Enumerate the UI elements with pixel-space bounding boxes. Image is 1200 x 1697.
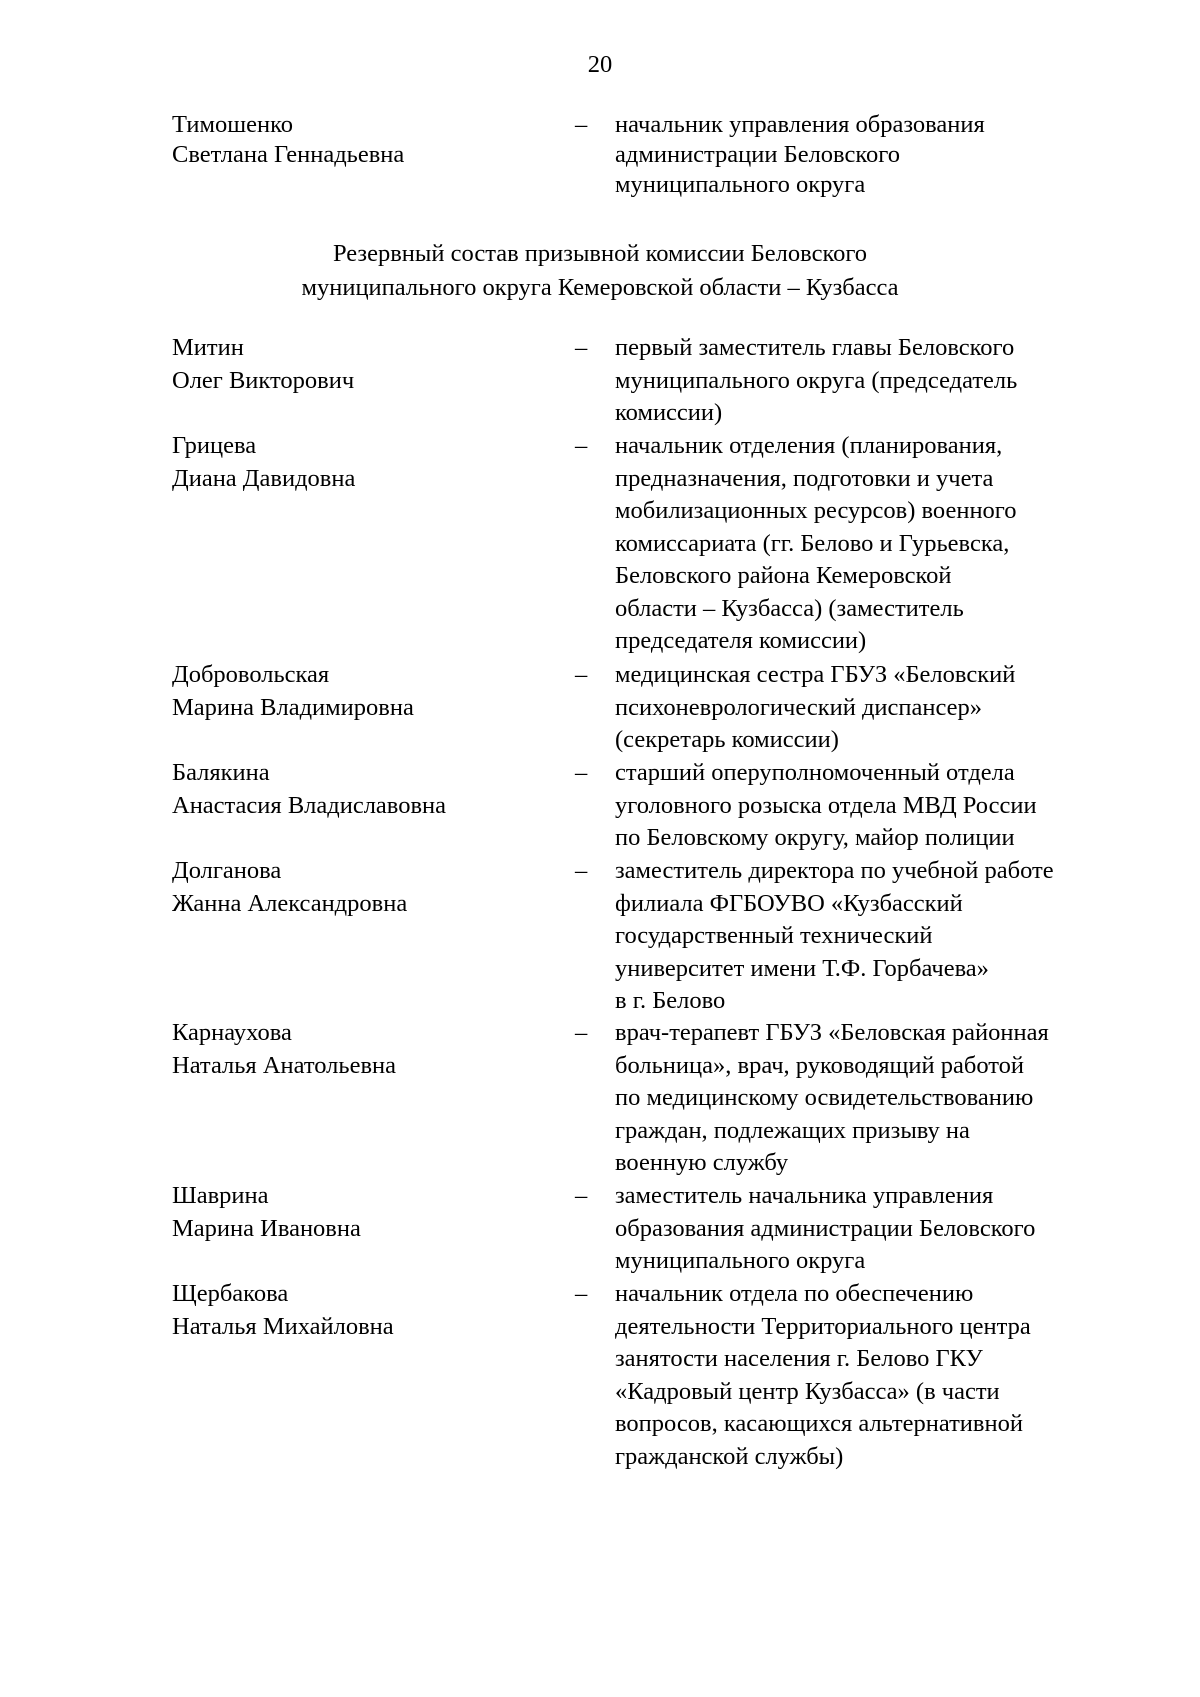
- position-line: врач-терапевт ГБУЗ «Беловская районная: [615, 1019, 1049, 1046]
- position-line: военную службу: [615, 1149, 789, 1176]
- position-line: начальник управления образования: [615, 111, 985, 138]
- position-line: начальник отделения (планирования,: [615, 432, 1003, 459]
- member-surname: Балякина: [172, 759, 270, 786]
- position-line: (секретарь комиссии): [615, 726, 839, 753]
- section-heading-line-2: муниципального округа Кемеровской области – Кузбасса: [301, 274, 899, 301]
- position-line: старший оперуполномоченный отдела: [615, 759, 1015, 786]
- dash-separator: –: [575, 334, 588, 361]
- dash-separator: –: [575, 661, 588, 688]
- position-line: образования администрации Беловского: [615, 1214, 1036, 1242]
- dash-separator: –: [575, 111, 588, 138]
- position-line: Беловского района Кемеровской: [615, 562, 952, 589]
- position-line: по медицинскому освидетельствованию: [615, 1084, 1034, 1111]
- member-given-names: Наталья Анатольевна: [172, 1051, 397, 1079]
- member-surname: Добровольская: [172, 661, 330, 688]
- position-line: председателя комиссии): [615, 627, 867, 654]
- dash-separator: –: [575, 857, 588, 884]
- member-given-names: Анастасия Владиславовна: [172, 791, 447, 819]
- page-number: 20: [587, 51, 613, 78]
- position-line: психоневрологический диспансер»: [615, 693, 983, 721]
- member-surname: Долганова: [172, 857, 282, 884]
- member-surname: Шаврина: [172, 1182, 269, 1209]
- member-surname: Митин: [172, 334, 244, 361]
- position-line: государственный технический: [615, 922, 933, 949]
- position-line: по Беловскому округу, майор полиции: [615, 824, 1015, 851]
- position-line: мобилизационных ресурсов) военного: [615, 497, 1017, 524]
- dash-separator: –: [575, 432, 588, 459]
- position-line: вопросов, касающихся альтернативной: [615, 1410, 1023, 1437]
- position-line: граждан, подлежащих призыву на: [615, 1116, 970, 1144]
- member-surname: Щербакова: [172, 1280, 289, 1307]
- position-line: в г. Белово: [615, 987, 726, 1014]
- member-given-names: Марина Владимировна: [172, 693, 414, 721]
- position-line: области – Кузбасса) (заместитель: [615, 594, 964, 622]
- member-given-names: Наталья Михайловна: [172, 1312, 394, 1340]
- member-surname: Тимошенко: [172, 111, 293, 138]
- dash-separator: –: [575, 1019, 588, 1046]
- position-line: заместитель начальника управления: [615, 1182, 994, 1209]
- position-line: филиала ФГБОУВО «Кузбасский: [615, 889, 963, 917]
- position-line: муниципального округа: [615, 1247, 866, 1274]
- position-line: больница», врач, руководящий работой: [615, 1051, 1025, 1079]
- position-line: заместитель директора по учебной работе: [615, 857, 1054, 884]
- position-line: первый заместитель главы Беловского: [615, 334, 1015, 361]
- position-line: начальник отдела по обеспечению: [615, 1280, 974, 1307]
- position-line: «Кадровый центр Кузбасса» (в части: [615, 1377, 1000, 1405]
- position-line: комиссии): [615, 399, 723, 426]
- member-surname: Карнаухова: [172, 1019, 292, 1046]
- position-line: администрации Беловского: [615, 141, 900, 168]
- position-line: комиссариата (гг. Белово и Гурьевска,: [615, 529, 1010, 557]
- dash-separator: –: [575, 759, 588, 786]
- member-given-names: Светлана Геннадьевна: [172, 141, 405, 168]
- position-line: муниципального округа (председатель: [615, 366, 1018, 394]
- position-line: предназначения, подготовки и учета: [615, 464, 994, 492]
- member-given-names: Диана Давидовна: [172, 464, 356, 492]
- member-given-names: Жанна Александровна: [172, 889, 408, 917]
- position-line: деятельности Территориального центра: [615, 1312, 1031, 1340]
- member-surname: Грицева: [172, 432, 257, 459]
- dash-separator: –: [575, 1182, 588, 1209]
- position-line: гражданской службы): [615, 1442, 844, 1470]
- position-line: занятости населения г. Белово ГКУ: [615, 1345, 983, 1372]
- position-line: университет имени Т.Ф. Горбачева»: [615, 954, 989, 982]
- position-line: муниципального округа: [615, 171, 866, 198]
- member-given-names: Олег Викторович: [172, 366, 355, 394]
- position-line: медицинская сестра ГБУЗ «Беловский: [615, 661, 1016, 688]
- section-heading-line-1: Резервный состав призывной комиссии Беловского: [332, 240, 868, 267]
- dash-separator: –: [575, 1280, 588, 1307]
- position-line: уголовного розыска отдела МВД России: [615, 791, 1037, 819]
- member-given-names: Марина Ивановна: [172, 1214, 361, 1242]
